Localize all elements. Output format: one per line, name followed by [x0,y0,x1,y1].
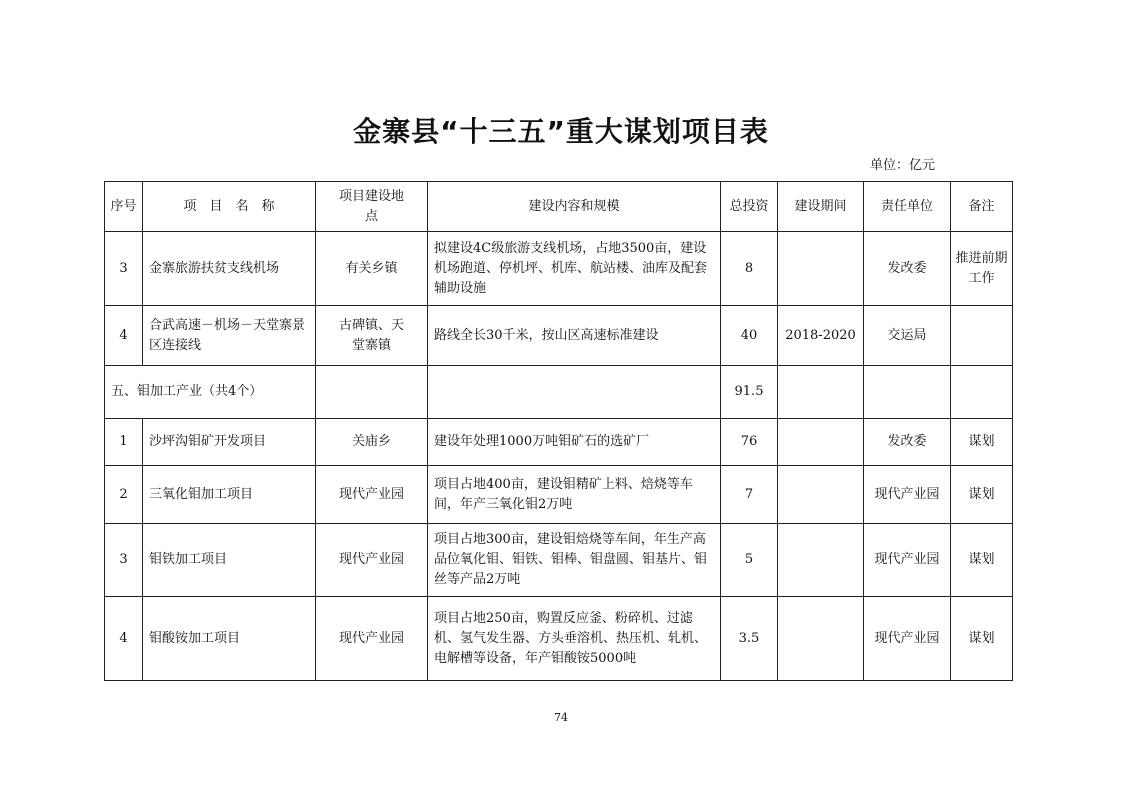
section-investment: 91.5 [721,366,778,419]
cell-owner: 交运局 [864,306,951,366]
cell-period [778,419,864,466]
cell-name: 沙坪沟钼矿开发项目 [143,419,316,466]
cell-owner: 发改委 [864,232,951,306]
cell-location: 关庙乡 [316,419,428,466]
cell-note: 谋划 [951,466,1013,524]
cell-location: 现代产业园 [316,466,428,524]
cell-note [951,306,1013,366]
cell-note: 谋划 [951,524,1013,597]
cell-name: 金寨旅游扶贫支线机场 [143,232,316,306]
cell-name: 三氧化钼加工项目 [143,466,316,524]
cell-period: 2018-2020 [778,306,864,366]
table-header-row [105,182,1013,232]
cell-seq: 4 [105,597,143,681]
cell-content: 路线全长30千米，按山区高速标准建设 [428,306,721,366]
cell-period [778,232,864,306]
cell-investment: 5 [721,524,778,597]
cell-name: 钼铁加工项目 [143,524,316,597]
cell-owner: 现代产业园 [864,597,951,681]
table-row [105,419,1013,466]
cell-location: 现代产业园 [316,524,428,597]
header-note: 备注 [951,182,1013,232]
cell-note: 推进前期工作 [951,232,1013,306]
cell-seq: 1 [105,419,143,466]
cell-name: 钼酸铵加工项目 [143,597,316,681]
cell-owner: 现代产业园 [864,524,951,597]
cell-seq: 3 [105,232,143,306]
cell-period [778,466,864,524]
cell-period [778,524,864,597]
header-period: 建设期间 [778,182,864,232]
cell-investment: 76 [721,419,778,466]
cell-period [778,366,864,419]
cell-note [951,366,1013,419]
header-owner: 责任单位 [864,182,951,232]
table-row [105,466,1013,524]
cell-seq: 3 [105,524,143,597]
section-row [105,366,1013,419]
section-title: 五、钼加工产业（共4个） [105,366,316,419]
cell-content: 项目占地250亩，购置反应釜、粉碎机、过滤机、氢气发生器、方头垂溶机、热压机、轧机、电解槽等设备，年产钼酸铵5000吨 [428,597,721,681]
cell-content [428,366,721,419]
cell-seq: 4 [105,306,143,366]
cell-location: 有关乡镇 [316,232,428,306]
cell-investment: 3.5 [721,597,778,681]
cell-location: 古碑镇、天堂寨镇 [316,306,428,366]
cell-investment: 7 [721,466,778,524]
header-location: 项目建设地点 [316,182,428,232]
cell-seq: 2 [105,466,143,524]
table-row [105,597,1013,681]
cell-content: 建设年处理1000万吨钼矿石的选矿厂 [428,419,721,466]
cell-location: 现代产业园 [316,597,428,681]
cell-investment: 40 [721,306,778,366]
cell-note: 谋划 [951,597,1013,681]
cell-note: 谋划 [951,419,1013,466]
table-row [105,232,1013,306]
table-row [105,524,1013,597]
document-title: 金寨县“十三五”重大谋划项目表 [353,115,769,148]
unit-label: 单位：亿元 [870,158,936,173]
project-table [104,181,1013,681]
cell-name: 合武高速－机场－天堂寨景区连接线 [143,306,316,366]
cell-owner [864,366,951,419]
cell-location [316,366,428,419]
page-number: 74 [554,711,568,724]
cell-content: 拟建设4C级旅游支线机场，占地3500亩，建设机场跑道、停机坪、机库、航站楼、油库及配套辅助设施 [428,232,721,306]
table-row [105,306,1013,366]
header-content: 建设内容和规模 [428,182,721,232]
header-seq: 序号 [105,182,143,232]
cell-period [778,597,864,681]
cell-owner: 发改委 [864,419,951,466]
cell-investment: 8 [721,232,778,306]
header-investment: 总投资 [721,182,778,232]
header-name: 项 目 名 称 [143,182,316,232]
cell-owner: 现代产业园 [864,466,951,524]
cell-content: 项目占地300亩，建设钼焙烧等车间，年生产高品位氧化钼、钼铁、钼棒、钼盘圆、钼基片、钼丝等产品2万吨 [428,524,721,597]
cell-content: 项目占地400亩，建设钼精矿上料、焙烧等车间，年产三氧化钼2万吨 [428,466,721,524]
